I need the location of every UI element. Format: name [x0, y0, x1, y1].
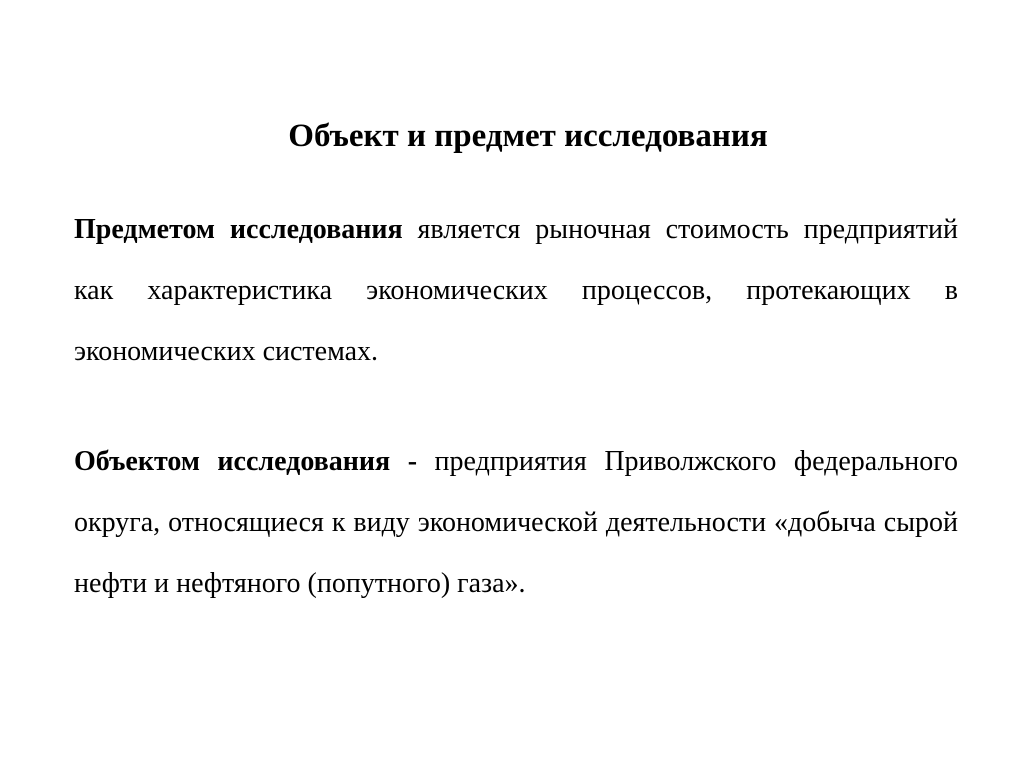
- slide-title: Объект и предмет исследования: [288, 118, 768, 154]
- object-paragraph: [74, 431, 958, 614]
- object-term: Объектом исследования -: [74, 446, 418, 477]
- subject-text: является рыночная стоимость предприятий как характеристика экономических процессов, протекающих в экономических системах.: [74, 214, 958, 367]
- subject-term: Предметом исследования: [74, 214, 403, 245]
- subject-paragraph: [74, 199, 958, 382]
- object-text: предприятия Приволжского федерального округа, относящиеся к виду экономической деятельности «добыча сырой нефти и нефтяного (попутного) газа».: [74, 446, 958, 599]
